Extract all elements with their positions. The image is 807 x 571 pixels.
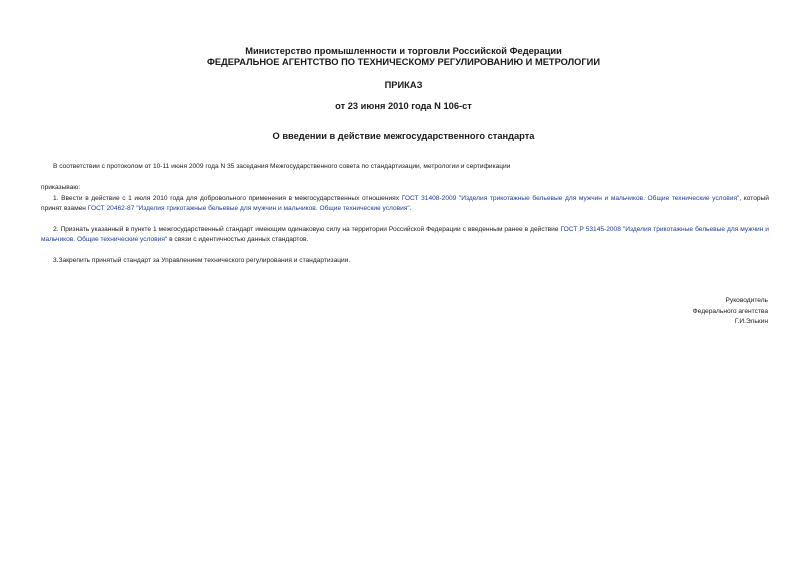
document-date-number: от 23 июня 2010 года N 106-ст [335, 101, 472, 111]
gost-31408-link[interactable]: ГОСТ 31408-2009 "Изделия трикотажные бельевые для мужчин и мальчиков. Общие технические условия" [401, 195, 740, 202]
signature-role: Руководитель [725, 297, 768, 304]
order-item-2 [41, 225, 769, 245]
item2-text-b: в связи с идентичностью данных стандартов. [167, 236, 309, 243]
agency-heading: ФЕДЕРАЛЬНОЕ АГЕНТСТВО ПО ТЕХНИЧЕСКОМУ РЕГУЛИРОВАНИЮ И МЕТРОЛОГИИ [206, 57, 601, 67]
basis-paragraph: В соответствии с протоколом от 10-11 июня 2009 года N 35 заседания Межгосударственного совета по стандартизации, метрологии и сертификации [53, 163, 511, 170]
gost-20462-link[interactable]: ГОСТ 20462-87 "Изделия трикотажные бельевые для мужчин и мальчиков. Общие технические условия" [87, 205, 410, 212]
gost-r-53145-link[interactable]: ГОСТ Р 53145-2008 "Изделия трикотажные бельевые для мужчин и мальчиков. Общие технические условия" [41, 226, 769, 243]
item1-text-c: . [409, 205, 412, 212]
signature-agency: Федерального агентства [692, 307, 768, 315]
item1-text-b: , который принят взамен [41, 195, 769, 212]
ministry-heading: Министерство промышленности и торговли Российской Федерации [245, 46, 562, 56]
item1-text-a: 1. Ввести в действие с 1 июля 2010 года для добровольного применения в межгосударственных отношениях [53, 195, 402, 202]
item2-text-a: 2. Признать указанный в пункте 1 межгосударственный стандарт имеющим одинаковую силу на территории Российской Федерации с введенным ранее в действие [53, 226, 561, 233]
document-subject: О введении в действие межгосударственного стандарта [272, 131, 535, 141]
order-item-3: 3.Закрепить принятый стандарт за Управлением технического регулирования и стандартизации. [53, 257, 351, 264]
order-item-1 [41, 194, 769, 214]
order-word: приказываю: [41, 184, 81, 191]
signature-name: Г.И.Элькин [734, 318, 768, 325]
document-type-heading: ПРИКАЗ [384, 80, 423, 90]
